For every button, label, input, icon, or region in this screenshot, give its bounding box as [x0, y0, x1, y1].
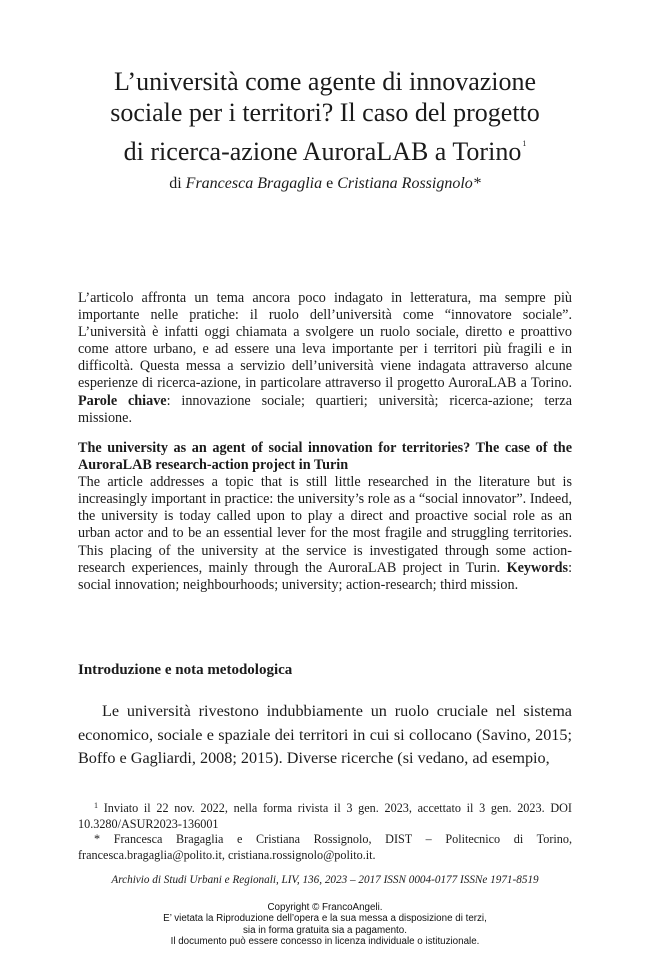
title-line	[70, 128, 580, 167]
abstract-text: The article addresses a topic that is still little researched in the literature but is increasingly important in practice: the university’s role as a “social innovator”. Indeed, the university is today called upon to play a direct and proactive social role as an urban actor and to be an essential lever for the most fragile and struggling territories. This placing of the university at the service is investigated through some action-research experiences, mainly through the AuroraLAB project in Turin.	[78, 474, 572, 576]
byline-conjunction: e	[326, 175, 334, 192]
author-byline	[70, 174, 580, 194]
article-title	[70, 66, 580, 167]
footnote-2: * Francesca Bragaglia e Cristiana Rossignolo, DIST – Politecnico di Torino, francesca.bragaglia@polito.it, cristiana.rossignolo@polito.it.	[78, 832, 572, 862]
abstract-text: L’articolo affronta un tema ancora poco indagato in letteratura, ma sempre più importante nelle pratiche: il ruolo dell’università come “innovatore sociale”. L’università è infatti oggi chiamata a svolgere un ruolo sociale, diretto e proattivo come attore urbano, e ad essere una leva importante per i territori più fragili e in difficoltà. Questa messa a servizio dell’università viene indagata attraverso alcune esperienze di ricerca-azione, in particolare attraverso il progetto AuroraLAB a Torino.	[78, 290, 572, 392]
footnote-1	[78, 798, 572, 832]
title-line: L’università come agente di innovazione	[113, 67, 537, 96]
keywords-label: Keywords	[506, 559, 569, 576]
footnote-text: Inviato il 22 nov. 2022, nella forma rivista il 3 gen. 2023, accettato il 3 gen. 2023. DOI 10.3280/ASUR2023-136001	[78, 801, 572, 831]
copyright-line: Il documento può essere concesso in licenza individuale o istituzionale.	[170, 936, 480, 948]
english-title: The university as an agent of social innovation for territories? The case of the AuroraLAB research-action project in Turin	[78, 440, 572, 474]
title-line-text: di ricerca-azione AuroraLAB a Torino	[123, 137, 522, 166]
author-name: Cristiana Rossignolo*	[337, 175, 481, 192]
title-footnote-mark: 1	[522, 139, 527, 148]
copyright-line: sia in forma gratuita sia a pagamento.	[243, 924, 407, 936]
byline-prefix: di	[169, 175, 182, 192]
keywords-label: Parole chiave	[78, 392, 167, 409]
copyright-line: Copyright © FrancoAngeli.	[267, 902, 383, 913]
abstract-italian	[78, 290, 572, 427]
copyright-notice	[60, 902, 590, 948]
author-name: Francesca Bragaglia	[185, 175, 323, 192]
abstract-english	[78, 440, 572, 594]
keywords-list: : social innovation; neighbourhoods; university; action-research; third mission.	[78, 559, 573, 593]
journal-citation: Archivio di Studi Urbani e Regionali, LIV, 136, 2023 – 2017 ISSN 0004-0177 ISSNe 1971-8519	[111, 874, 539, 886]
section-heading: Introduzione e nota metodologica	[78, 662, 293, 678]
copyright-line: E’ vietata la Riproduzione dell’opera e la sua messa a disposizione di terzi,	[163, 913, 487, 925]
footnotes	[78, 798, 572, 863]
keywords-list: : innovazione sociale; quartieri; università; ricerca-azione; terza missione.	[78, 392, 572, 426]
title-line: sociale per i territori? Il caso del progetto	[110, 98, 540, 127]
footnote-mark: 1	[94, 801, 98, 810]
body-paragraph: Le università rivestono indubbiamente un ruolo cruciale nel sistema economico, sociale e spaziale dei territori in cui si collocano (Savino, 2015; Boffo e Gagliardi, 2008; 2015). Diverse ricerche (si vedano, ad esempio,	[78, 702, 572, 767]
